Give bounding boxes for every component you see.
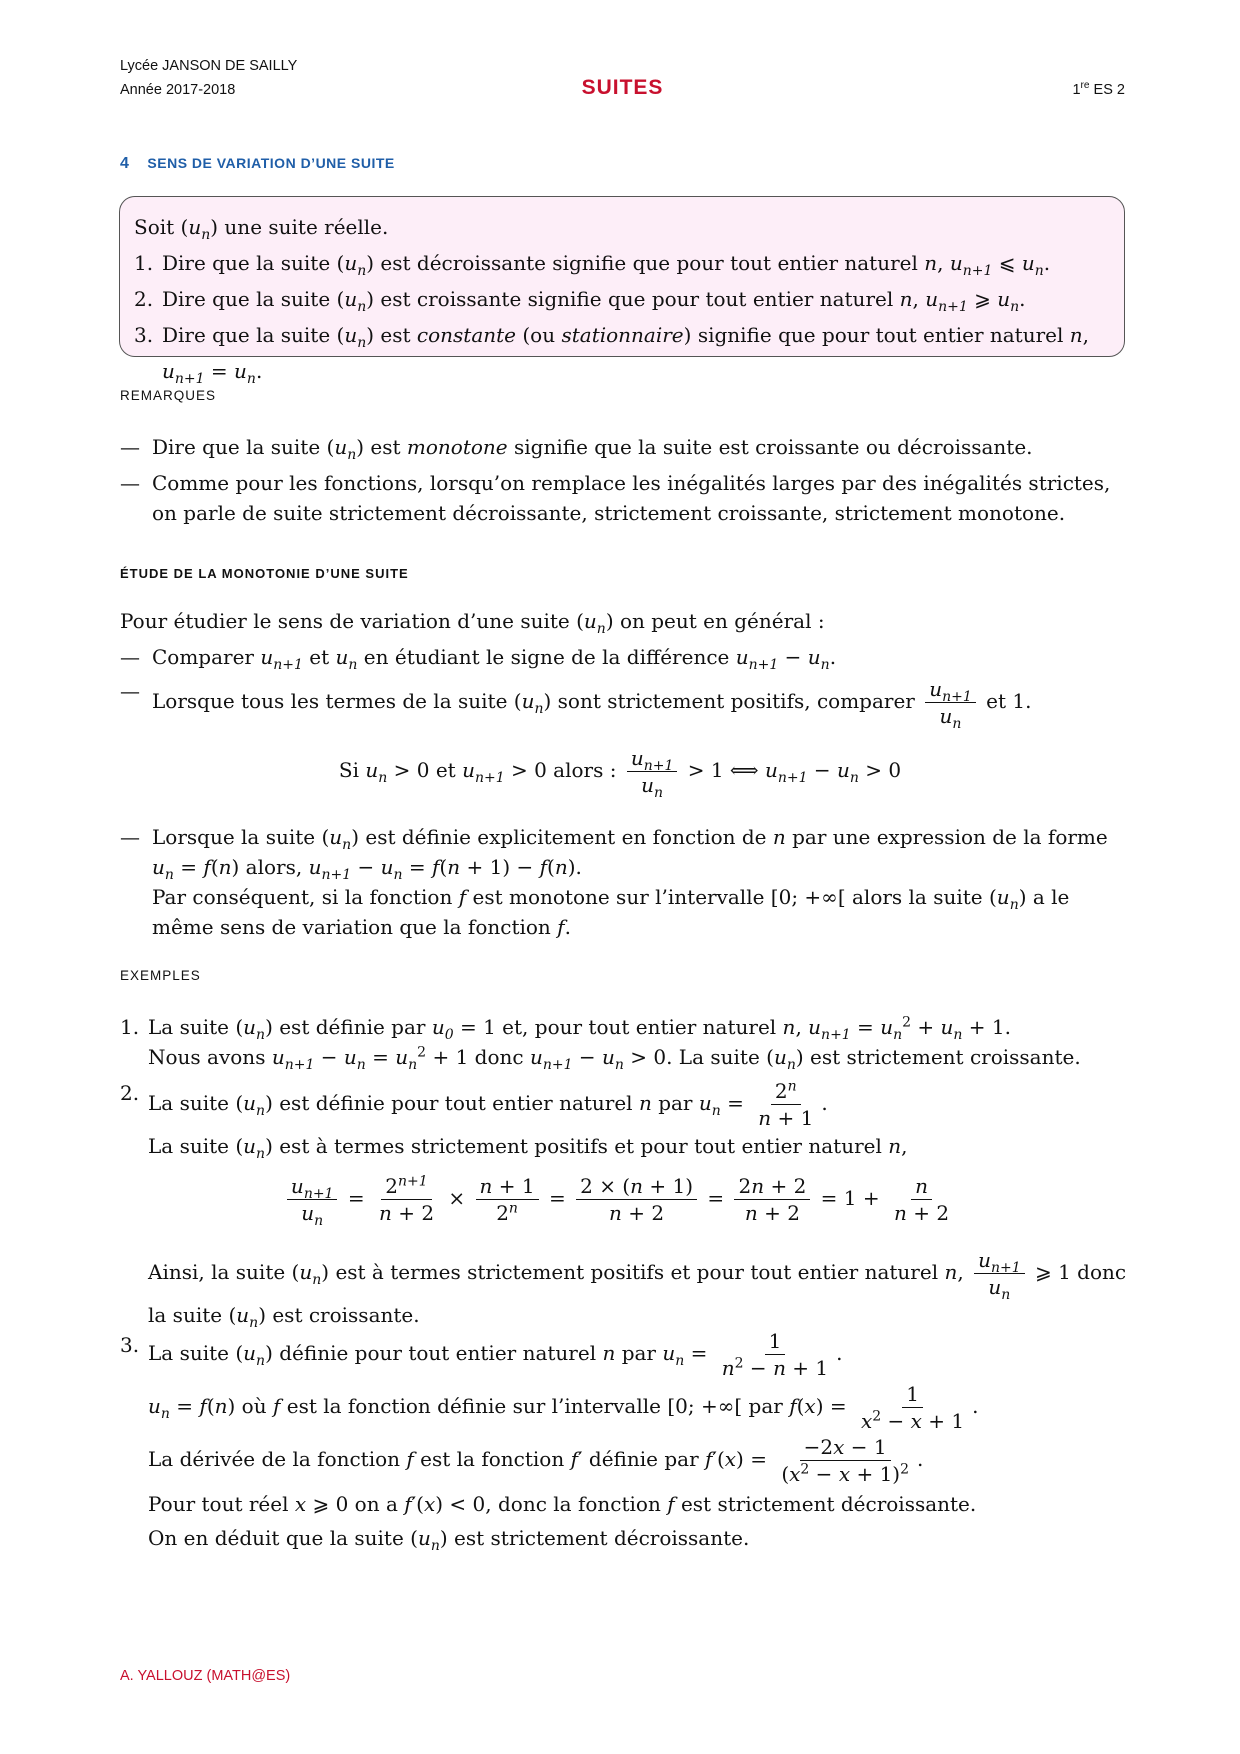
ratio-computation: $\frac{u_{n+1}}{u_n}$ = $\frac{2^{n+1}}{n + 2}$ × $\frac{n + 1}{2^n}$ = $\frac{2 \times (n + 1)}{n + 2}$ = $\frac{2n + 2}{n + 2}$ = 1 + $\frac{n}{n + 2}$ (0, 1173, 1240, 1226)
definition-item: 2. Dire que la suite $(u_n)$ est croissante signifie que pour tout entier naturel n, $u_{n+1}$ ⩾ $u_n$. (134, 287, 1026, 315)
definition-item: 3. Dire que la suite $(u_n)$ est constante (ou stationnaire) signifie que pour tout entier naturel n, $u_{n+1} = u_n$. (134, 323, 1089, 387)
school-name: Lycée JANSON DE SAILLY (120, 58, 298, 74)
definition-item: 1. Dire que la suite $(u_n)$ est décroissante signifie que pour tout entier naturel n, $u_{n+1}$ ⩽ $u_n$. (134, 251, 1051, 279)
paragraph: Pour étudier le sens de variation d’une suite $(u_n)$ on peut en général : (120, 609, 825, 637)
example-2-conclusion: Ainsi, la suite $(u_n)$ est à termes strictement positifs et pour tout entier naturel n, $\frac{u_{n+1}}{u_n}$ ⩾ 1 donc la suite $(u_n)$ est croissante. (148, 1248, 1127, 1331)
list-item: — Lorsque tous les termes de la suite $(u_n)$ sont strictement positifs, comparer $\frac{u_{n+1}}{u_n}$ et 1. (120, 676, 1128, 729)
page-title: SUITES (581, 76, 664, 99)
class-label: 1re ES 2 (1072, 80, 1125, 98)
definition-intro: Soit $(u_n)$ une suite réelle. (134, 215, 389, 243)
equivalence-formula: Si $u_n > 0$ et $u_{n+1} > 0$ alors : $\frac{u_{n+1}}{u_n}$ > 1 ⟺ $u_{n+1} - u_n > 0$ (338, 746, 902, 801)
etude-text (120, 606, 1128, 732)
list-item: — Dire que la suite $(u_n)$ est monotone signifie que la suite est croissante ou décroissante. (120, 432, 1128, 462)
example-3 (120, 1328, 1128, 1555)
example-item: 3. La suite $(u_n)$ définie pour tout entier naturel n par $u_n$ = $\frac{1}{n^2 - n + 1}$ . $u_n = f(n)$ où f est la fonction définie sur l’intervalle [0; +∞[ par f(x) = $\frac{1}{x^2 - x + 1}$ . La dérivée de la fonction f est la fonction f′ définie par f′(x) = $\frac{-2x - 1}{(x^2 - x + 1)^2}$ . Pour tout réel x ⩾ 0 on a f′(x) < 0, donc la fonction f est strictement décroissante. On en déduit que la suite $(u_n)$ est strictement décroissante. (120, 1329, 979, 1554)
list-item: — Comme pour les fonctions, lorsqu’on remplace les inégalités larges par des inégalités strictes, on parle de suite strictement décroissante, strictement croissante, strictement monotone. (120, 468, 1128, 528)
etude-label: ÉTUDE DE LA MONOTONIE D’UNE SUITE (120, 566, 409, 581)
section-title: SENS DE VARIATION D’UNE SUITE (147, 155, 395, 171)
exemples-label: EXEMPLES (120, 968, 201, 983)
explicit-case (120, 822, 1128, 942)
list-item: — Lorsque la suite $(u_n)$ est définie explicitement en fonction de n par une expression de la forme $u_n = f(n)$ alors, $u_{n+1} - u_n = f(n + 1) - f(n)$. Par conséquent, si la fonction f est monotone sur l’intervalle [0; +∞[ alors la suite $(u_n)$ a le même sens de variation que la fonction f. (120, 822, 1128, 942)
list-item: — Comparer $u_{n+1}$ et $u_n$ en étudiant le signe de la différence $u_{n+1} - u_n$. (120, 642, 1128, 672)
remarques-list (120, 432, 1128, 528)
page-header (120, 58, 1125, 108)
examples-1-2 (120, 1012, 1128, 1161)
section-heading (120, 155, 395, 173)
example-item: 1. La suite $(u_n)$ est définie par $u_0 = 1$ et, pour tout entier naturel n, $u_{n+1} = u_n^2 + u_n + 1$. Nous avons $u_{n+1} - u_n = u_n^2 + 1$ donc $u_{n+1} - u_n > 0$. La suite $(u_n)$ est strictement croissante. (120, 1014, 1081, 1073)
remarques-label: REMARQUES (120, 388, 217, 403)
example-item: 2. La suite $(u_n)$ est définie pour tout entier naturel n par $u_n$ = $\frac{2^n}{n + 1}$ . La suite $(u_n)$ est à termes strictement positifs et pour tout entier naturel n, (120, 1078, 908, 1162)
definition-box (119, 196, 1125, 387)
section-number: 4 (120, 155, 130, 172)
school-year: Année 2017-2018 (120, 82, 236, 98)
page-footer: A. YALLOUZ (MATH@ES) (120, 1668, 291, 1684)
